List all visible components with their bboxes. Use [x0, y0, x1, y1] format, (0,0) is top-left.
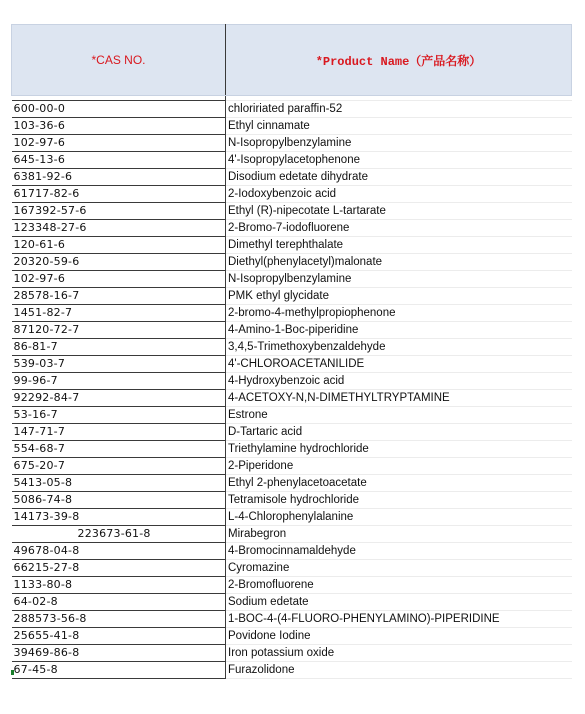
cas-number-cell[interactable]: 554-68-7 [12, 441, 226, 458]
product-name-cell[interactable]: D-Tartaric acid [226, 424, 572, 441]
table-row [12, 509, 572, 526]
cas-number-cell[interactable]: 99-96-7 [12, 373, 226, 390]
product-name-cell[interactable]: L-4-Chlorophenylalanine [226, 509, 572, 526]
cas-number-cell[interactable]: 66215-27-8 [12, 560, 226, 577]
cas-number-cell[interactable]: 87120-72-7 [12, 322, 226, 339]
table-row [12, 152, 572, 169]
cas-number-cell[interactable]: 123348-27-6 [12, 220, 226, 237]
product-name-cell[interactable]: Diethyl(phenylacetyl)malonate [226, 254, 572, 271]
cas-number-cell[interactable]: 1451-82-7 [12, 305, 226, 322]
table-row [12, 543, 572, 560]
cas-number-cell[interactable]: 61717-82-6 [12, 186, 226, 203]
product-name-cell[interactable]: Sodium edetate [226, 594, 572, 611]
product-name-cell[interactable]: 2-Iodoxybenzoic acid [226, 186, 572, 203]
cas-number-cell[interactable]: 1133-80-8 [12, 577, 226, 594]
product-name-cell[interactable]: 2-Piperidone [226, 458, 572, 475]
product-name-cell[interactable]: chloririated paraffin-52 [226, 101, 572, 118]
cas-number-cell[interactable]: 14173-39-8 [12, 509, 226, 526]
cas-number-cell[interactable]: 49678-04-8 [12, 543, 226, 560]
product-name-cell[interactable]: Furazolidone [226, 662, 572, 679]
product-name-cell[interactable]: Triethylamine hydrochloride [226, 441, 572, 458]
product-name-cell[interactable]: 4'-Isopropylacetophenone [226, 152, 572, 169]
cas-number-cell[interactable]: 28578-16-7 [12, 288, 226, 305]
table-row [12, 356, 572, 373]
product-table [11, 24, 572, 679]
product-name-cell[interactable]: 3,4,5-Trimethoxybenzaldehyde [226, 339, 572, 356]
table-row [12, 577, 572, 594]
table-row [12, 254, 572, 271]
product-name-cell[interactable]: 2-Bromo-7-iodofluorene [226, 220, 572, 237]
cas-number-cell[interactable]: 5086-74-8 [12, 492, 226, 509]
product-name-cell[interactable]: Ethyl (R)-nipecotate L-tartarate [226, 203, 572, 220]
product-name-cell[interactable]: Dimethyl terephthalate [226, 237, 572, 254]
table-row [12, 288, 572, 305]
table-row [12, 169, 572, 186]
product-name-cell[interactable]: 4-Hydroxybenzoic acid [226, 373, 572, 390]
table-row [12, 135, 572, 152]
table-row [12, 186, 572, 203]
cell-fill-handle[interactable] [11, 670, 14, 675]
table-row [12, 322, 572, 339]
product-name-cell[interactable]: Ethyl 2-phenylacetoacetate [226, 475, 572, 492]
cas-number-cell[interactable]: 147-71-7 [12, 424, 226, 441]
cas-number-cell[interactable]: 645-13-6 [12, 152, 226, 169]
table-row [12, 628, 572, 645]
header-row [12, 25, 572, 96]
table-row [12, 441, 572, 458]
product-name-cell[interactable]: N-Isopropylbenzylamine [226, 271, 572, 288]
cas-number-cell[interactable]: 223673-61-8 [12, 526, 226, 543]
product-name-cell[interactable]: 4-ACETOXY-N,N-DIMETHYLTRYPTAMINE [226, 390, 572, 407]
product-name-cell[interactable]: Disodium edetate dihydrate [226, 169, 572, 186]
cas-number-cell[interactable]: 20320-59-6 [12, 254, 226, 271]
product-name-cell[interactable]: PMK ethyl glycidate [226, 288, 572, 305]
product-name-cell[interactable]: 2-bromo-4-methylpropiophenone [226, 305, 572, 322]
product-name-cell[interactable]: 4-Bromocinnamaldehyde [226, 543, 572, 560]
table-row [12, 560, 572, 577]
table-row [12, 220, 572, 237]
product-name-cell[interactable]: 1-BOC-4-(4-FLUORO-PHENYLAMINO)-PIPERIDINE [226, 611, 572, 628]
product-name-cell[interactable]: Mirabegron [226, 526, 572, 543]
cas-number-cell[interactable]: 86-81-7 [12, 339, 226, 356]
table-row [12, 407, 572, 424]
product-name-cell[interactable]: Cyromazine [226, 560, 572, 577]
cas-number-cell[interactable]: 288573-56-8 [12, 611, 226, 628]
table-row [12, 271, 572, 288]
cas-number-cell[interactable]: 53-16-7 [12, 407, 226, 424]
cas-number-cell[interactable]: 120-61-6 [12, 237, 226, 254]
product-name-cell[interactable]: Ethyl cinnamate [226, 118, 572, 135]
product-name-cell[interactable]: 4-Amino-1-Boc-piperidine [226, 322, 572, 339]
cas-number-cell[interactable]: 92292-84-7 [12, 390, 226, 407]
cas-number-cell[interactable]: 675-20-7 [12, 458, 226, 475]
product-name-cell[interactable]: 2-Bromofluorene [226, 577, 572, 594]
product-name-cell[interactable]: N-Isopropylbenzylamine [226, 135, 572, 152]
cas-column-header[interactable]: *CAS NO. [12, 25, 226, 96]
cas-number-cell[interactable]: 67-45-8 [12, 662, 226, 679]
table-row [12, 339, 572, 356]
table-row [12, 662, 572, 679]
table-row [12, 458, 572, 475]
table-row [12, 611, 572, 628]
table-row [12, 203, 572, 220]
product-name-cell[interactable]: Povidone Iodine [226, 628, 572, 645]
cas-number-cell[interactable]: 102-97-6 [12, 271, 226, 288]
product-name-cell[interactable]: Estrone [226, 407, 572, 424]
table-row [12, 118, 572, 135]
table-row [12, 101, 572, 118]
table-row [12, 645, 572, 662]
cas-number-cell[interactable]: 5413-05-8 [12, 475, 226, 492]
cas-number-cell[interactable]: 25655-41-8 [12, 628, 226, 645]
table-row [12, 373, 572, 390]
table-row [12, 424, 572, 441]
cas-number-cell[interactable]: 64-02-8 [12, 594, 226, 611]
table-row [12, 237, 572, 254]
table-row [12, 390, 572, 407]
table-row [12, 475, 572, 492]
table-row [12, 305, 572, 322]
product-name-cell[interactable]: Iron potassium oxide [226, 645, 572, 662]
cas-number-cell[interactable]: 167392-57-6 [12, 203, 226, 220]
cas-number-cell[interactable]: 103-36-6 [12, 118, 226, 135]
table-row [12, 526, 572, 543]
cas-number-cell[interactable]: 102-97-6 [12, 135, 226, 152]
product-name-cell[interactable]: 4'-CHLOROACETANILIDE [226, 356, 572, 373]
table-row [12, 492, 572, 509]
product-name-column-header[interactable]: *Product Name（产品名称） [226, 25, 572, 96]
table-row [12, 594, 572, 611]
product-name-cell[interactable]: Tetramisole hydrochloride [226, 492, 572, 509]
cas-number-cell[interactable]: 6381-92-6 [12, 169, 226, 186]
spreadsheet [11, 24, 571, 679]
cas-number-cell[interactable]: 539-03-7 [12, 356, 226, 373]
cas-number-cell[interactable]: 600-00-0 [12, 101, 226, 118]
cas-number-cell[interactable]: 39469-86-8 [12, 645, 226, 662]
